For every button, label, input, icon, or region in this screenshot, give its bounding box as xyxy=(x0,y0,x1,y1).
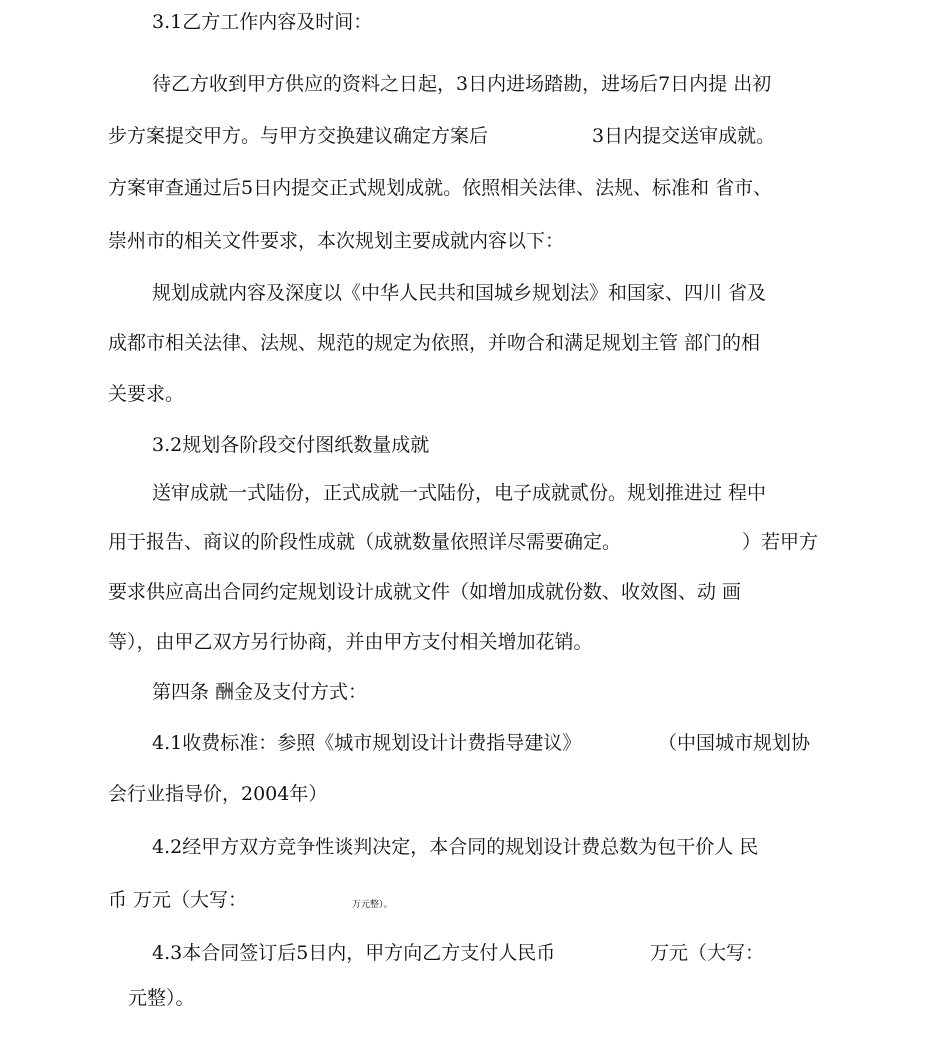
small-note: 万元整）。 xyxy=(352,900,393,910)
paragraph-line: 步方案提交甲方。与甲方交换建议确定方案后 xyxy=(108,125,489,147)
paragraph-line: ）若甲方 xyxy=(742,531,819,553)
paragraph-line: 方案审查通过后5日内提交正式规划成就。依照相关法律、法规、标准和 省市、 xyxy=(108,177,773,199)
paragraph-line: 送审成就一式陆份，正式成就一式陆份，电子成就贰份。规划推进过 程中 xyxy=(152,482,767,504)
heading-3-1: 3.1乙方工作内容及时间： xyxy=(152,11,373,33)
paragraph-line: 万元（大写： xyxy=(650,942,765,964)
paragraph-line: 规划成就内容及深度以《中华人民共和国城乡规划法》和国家、四川 省及 xyxy=(152,282,767,304)
clause-4-1: 4.1收费标准：参照《城市规划设计计费指导建议》 xyxy=(152,732,582,754)
paragraph-line: 待乙方收到甲方供应的资料之日起，3日内进场踏勘，进场后7日内提 出初 xyxy=(152,73,772,95)
paragraph-line: 崇州市的相关文件要求，本次规划主要成就内容以下： xyxy=(108,230,565,252)
heading-3-2: 3.2规划各阶段交付图纸数量成就 xyxy=(152,434,430,456)
paragraph-line: 币 万元（大写： xyxy=(108,889,248,911)
clause-4-1: （中国城市规划协 xyxy=(658,732,811,754)
clause-4-3: 4.3本合同签订后5日内，甲方向乙方支付人民币 xyxy=(152,942,556,964)
clause-4-2: 4.2经甲方双方竞争性谈判决定，本合同的规划设计费总数为包干价人 民 xyxy=(152,836,759,858)
paragraph-line: 元整）。 xyxy=(128,987,195,1009)
heading-article-4: 第四条 酬金及支付方式： xyxy=(152,681,368,703)
paragraph-line: 3日内提交送审成就。 xyxy=(592,125,776,147)
paragraph-line: 成都市相关法律、法规、规范的规定为依照，并吻合和满足规划主管 部门的相 xyxy=(108,332,761,354)
paragraph-line: 会行业指导价，2004年） xyxy=(108,783,328,805)
paragraph-line: 用于报告、商议的阶段性成就（成就数量依照详尽需要确定。 xyxy=(108,531,622,553)
paragraph-line: 关要求。 xyxy=(108,383,185,405)
paragraph-line: 等），由甲乙双方另行协商，并由甲方支付相关增加花销。 xyxy=(108,631,593,653)
paragraph-line: 要求供应高出合同约定规划设计成就文件（如增加成就份数、收效图、动 画 xyxy=(108,581,742,603)
